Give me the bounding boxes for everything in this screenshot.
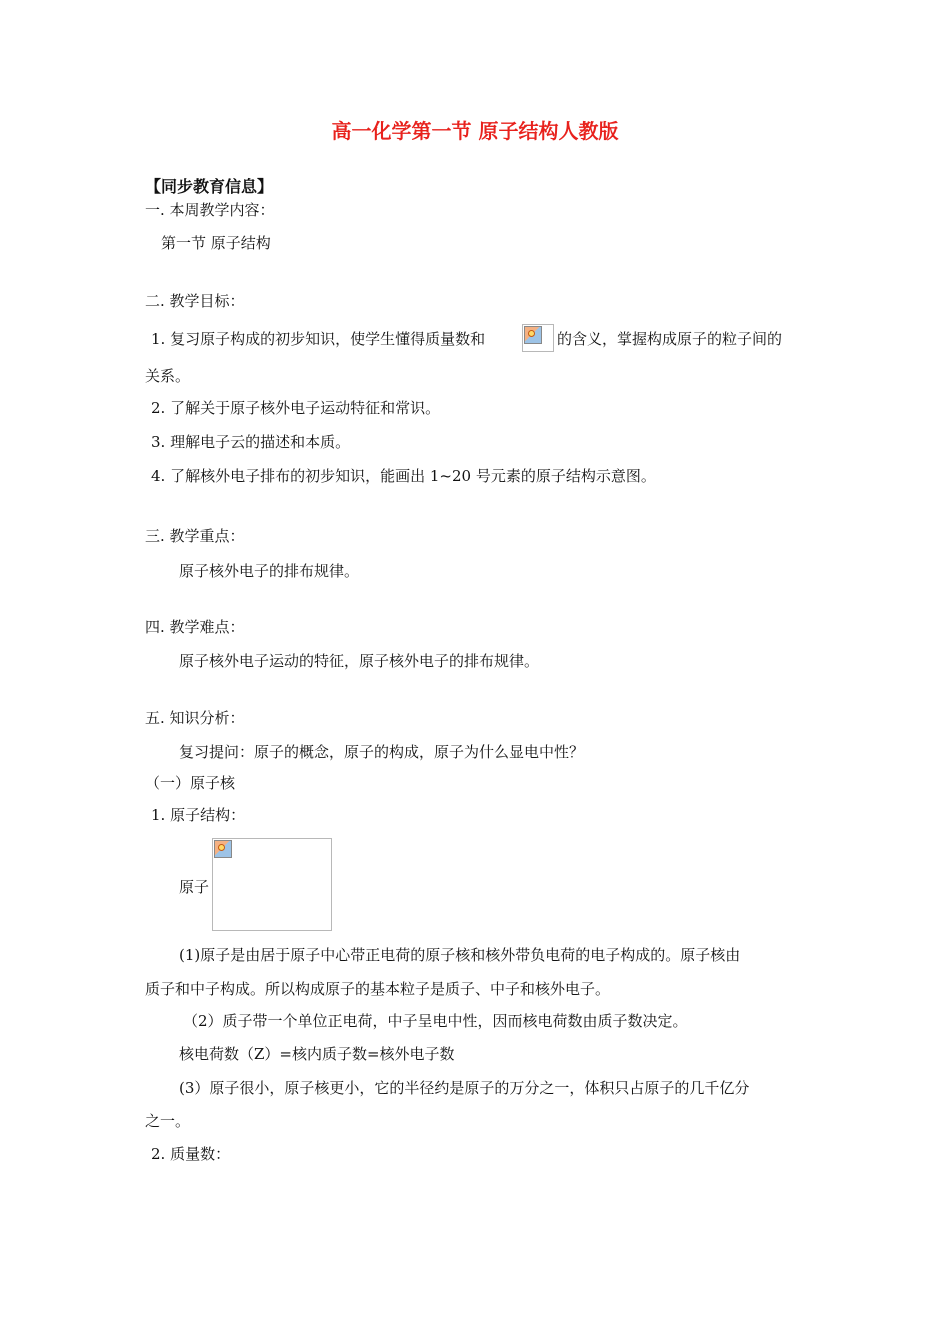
atomic-structure-image (212, 838, 332, 931)
review-question: 复习提问：原子的概念，原子的构成，原子为什么显电中性？ (179, 743, 585, 761)
atom-label: 原子 (179, 878, 210, 896)
goal-2: 2. 了解关于原子核外电子运动特征和常识。 (151, 399, 441, 417)
item-mass-number: 2. 质量数： (151, 1145, 231, 1163)
paragraph-3-line-1: (3）原子很小，原子核更小，它的半径约是原子的万分之一，体积只占原子的几千亿分 (179, 1079, 750, 1097)
section-1-heading: 一. 本周教学内容： (145, 201, 275, 219)
section-2-heading: 二. 教学目标： (145, 292, 245, 310)
item-atomic-structure: 1. 原子结构： (151, 806, 246, 824)
section-3-heading: 三. 教学重点： (145, 527, 245, 545)
section-4-heading: 四. 教学难点： (145, 618, 245, 636)
section-3-content: 原子核外电子的排布规律。 (179, 562, 360, 580)
goal-3: 3. 理解电子云的描述和本质。 (151, 433, 351, 451)
broken-image-icon (214, 840, 232, 858)
goal-1-part-b: 的含义，掌握构成原子的粒子间的 (557, 330, 783, 348)
paragraph-3-line-2: 之一。 (145, 1112, 191, 1130)
document-title: 高一化学第一节 原子结构人教版 (331, 119, 619, 143)
broken-image-icon (524, 326, 542, 344)
goal-1-part-c: 关系。 (145, 367, 191, 385)
mass-number-symbol-image (522, 324, 554, 352)
subsection-nucleus: （一）原子核 (145, 774, 236, 792)
goal-1-part-a: 1. 复习原子构成的初步知识，使学生懂得质量数和 (151, 330, 486, 348)
paragraph-1-line-1: (1)原子是由居于原子中心带正电荷的原子核和核外带负电荷的电子构成的。原子核由 (179, 946, 741, 964)
paragraph-2: （2）质子带一个单位正电荷，中子呈电中性，因而核电荷数由质子数决定。 (183, 1012, 688, 1030)
section-header: 【同步教育信息】 (145, 177, 274, 196)
section-4-content: 原子核外电子运动的特征，原子核外电子的排布规律。 (179, 652, 540, 670)
section-1-content: 第一节 原子结构 (161, 234, 271, 252)
paragraph-1-line-2: 质子和中子构成。所以构成原子的基本粒子是质子、中子和核外电子。 (145, 980, 611, 998)
charge-number-formula: 核电荷数（Z）=核内质子数=核外电子数 (179, 1045, 455, 1063)
goal-4: 4. 了解核外电子排布的初步知识，能画出 1~20 号元素的原子结构示意图。 (151, 467, 656, 485)
section-5-heading: 五. 知识分析： (145, 709, 245, 727)
